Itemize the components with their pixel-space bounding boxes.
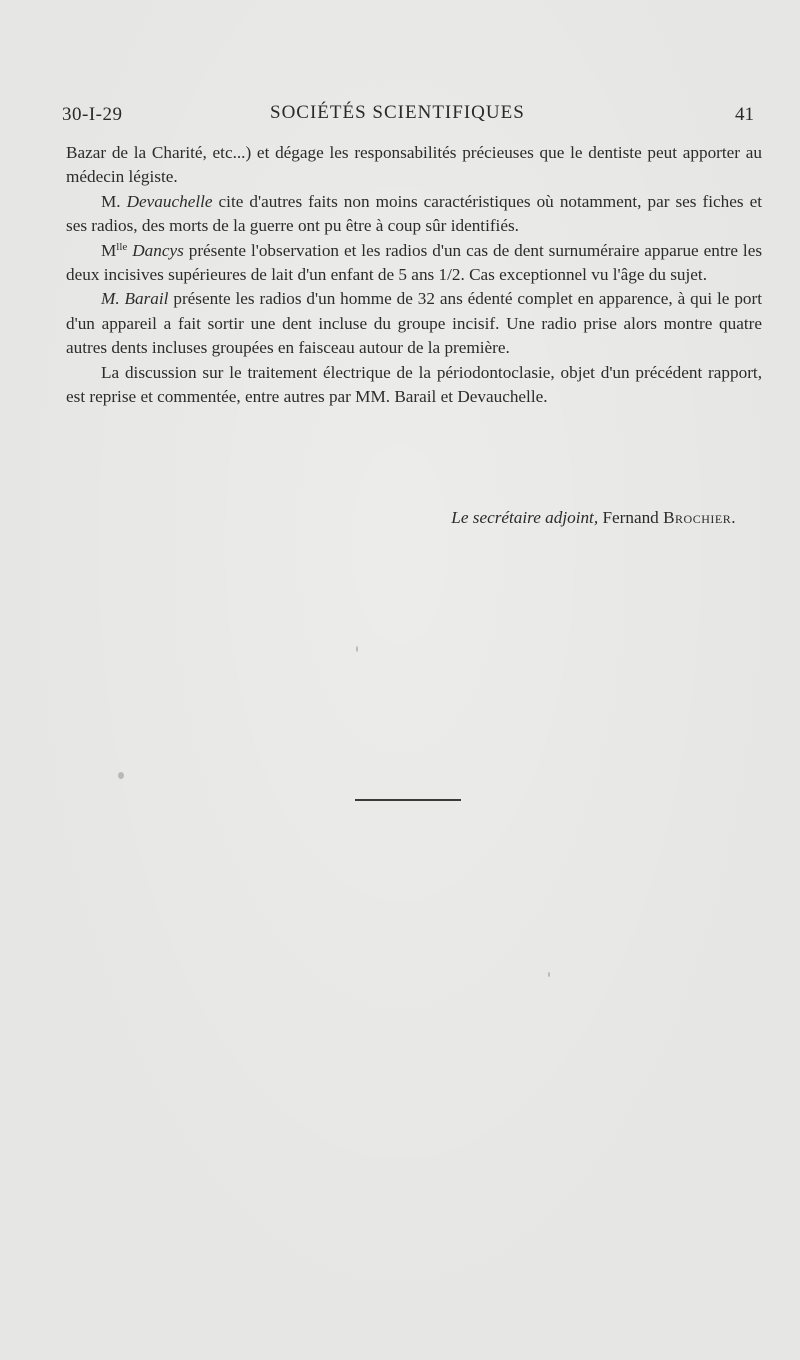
signature-first-name: Fernand: [602, 508, 664, 527]
speaker-name: M. Barail: [101, 289, 169, 309]
paragraph-text: présente l'observation et les radios d'un cas de dent surnuméraire apparue entre les deux incisives supérieures de lait d'un enfant de 5 ans 1/2. Cas exceptionnel vu l'âge du sujet.: [66, 240, 763, 285]
paper-speck: [118, 772, 124, 779]
speaker-prefix: M.: [101, 191, 127, 211]
page-number: 41: [735, 104, 754, 125]
paragraph-text: Bazar de la Charité, etc...) et dégage les responsabilités précieuses que le dentiste peut apporter au médecin légiste.: [66, 143, 762, 187]
issue-date: 30-I-29: [62, 104, 123, 125]
paragraph-dancys: [66, 239, 762, 288]
page-header: [62, 100, 762, 130]
paragraph-discussion: [66, 361, 762, 410]
article-body: [66, 141, 762, 409]
paragraph-text: cite d'autres faits non moins caractéristiques où notamment, par ses fiches et ses radios, des morts de la guerre ont pu être à coup sûr identifiés.: [66, 191, 762, 236]
speaker-name: Dancys: [132, 240, 184, 260]
speaker-name: Devauchelle: [126, 191, 213, 211]
running-title: SOCIÉTÉS SCIENTIFIQUES: [270, 102, 525, 123]
paragraph-text: La discussion sur le traitement électrique de la périodontoclasie, objet d'un précédent rapport, est reprise et commentée, entre autres par MM. Barail et Devauchelle.: [66, 362, 762, 407]
speaker-prefix: M: [101, 240, 117, 260]
paper-speck: [356, 646, 358, 652]
paragraph-barail: [66, 287, 762, 360]
paragraph-devauchelle: [66, 190, 762, 239]
paragraph-continuation: [66, 141, 762, 190]
speaker-prefix-superscript: lle: [116, 240, 128, 253]
signature-role: Le secrétaire adjoint,: [451, 508, 599, 527]
signature-line: [66, 508, 736, 528]
signature-last-name: Brochier.: [663, 508, 736, 527]
paper-speck: [548, 972, 550, 977]
paragraph-text: présente les radios d'un homme de 32 ans édenté complet en apparence, à qui le port d'un appareil a fait sortir une dent incluse du groupe incisif. Une radio prise alors montre quatre autres dents incluses groupées en faisceau autour de la première.: [66, 289, 763, 358]
end-rule: [355, 799, 461, 801]
